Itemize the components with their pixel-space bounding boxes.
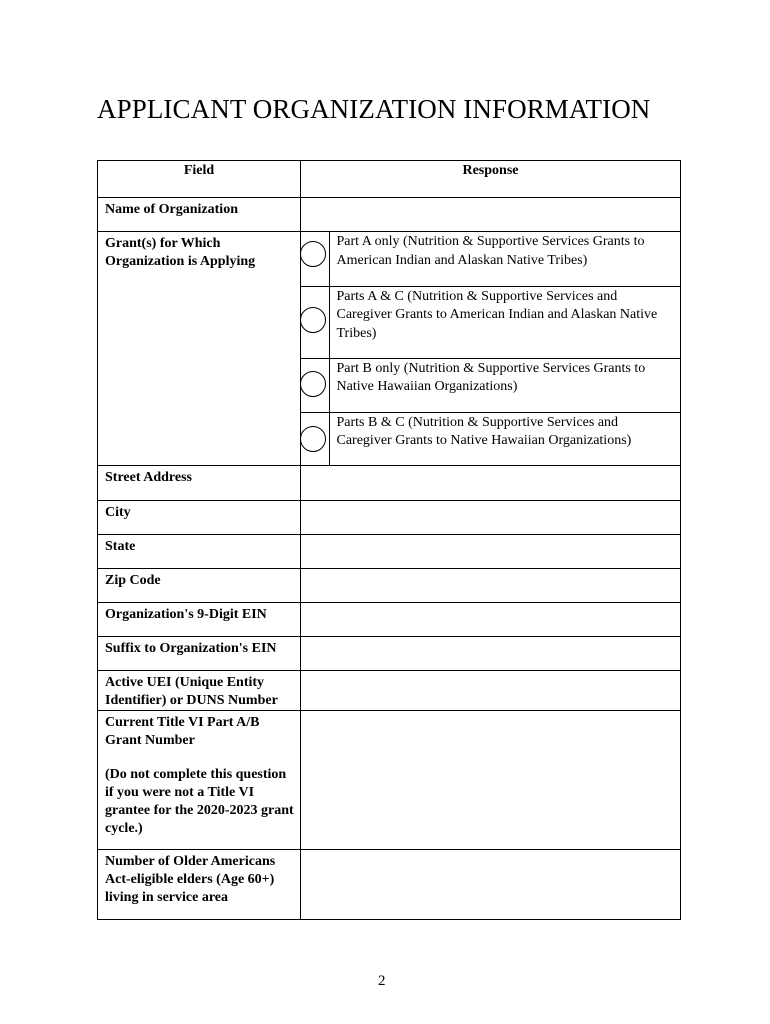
input-street-address[interactable] — [301, 466, 681, 501]
row-uei — [98, 671, 681, 711]
row-grant-number — [98, 711, 681, 850]
input-city[interactable] — [301, 501, 681, 535]
page-number: 2 — [378, 973, 386, 989]
grant-option[interactable] — [301, 412, 680, 465]
grant-option-label: Part A only (Nutrition & Supportive Services Grants to American Indian and Alaskan Native Tribes) — [336, 234, 645, 268]
grant-option-label: Part B only (Nutrition & Supportive Services Grants to Native Hawaiian Organizations) — [329, 358, 680, 412]
page-title: APPLICANT ORGANIZATION INFORMATION — [97, 94, 651, 124]
label-elders: Number of Older Americans Act-eligible elders (Age 60+) living in service area — [98, 850, 301, 920]
label-zip-code: Zip Code — [98, 569, 301, 603]
label-uei: Active UEI (Unique Entity Identifier) or DUNS Number — [98, 671, 301, 711]
input-state[interactable] — [301, 535, 681, 569]
grant-options-cell — [301, 232, 681, 466]
input-organization-name[interactable] — [301, 198, 681, 232]
grant-option[interactable] — [301, 286, 680, 358]
label-ein: Organization's 9-Digit EIN — [98, 603, 301, 637]
row-state — [98, 535, 681, 569]
label-state: State — [98, 535, 301, 569]
table-header-row — [98, 161, 681, 198]
row-ein — [98, 603, 681, 637]
header-field: Field — [98, 161, 301, 198]
header-response: Response — [301, 161, 681, 198]
row-ein-suffix — [98, 637, 681, 671]
row-grants — [98, 232, 681, 466]
input-zip-code[interactable] — [301, 569, 681, 603]
radio-part-b[interactable] — [300, 371, 326, 397]
label-city: City — [98, 501, 301, 535]
label-grant-number — [98, 711, 301, 850]
input-uei[interactable] — [301, 671, 681, 711]
label-grants: Grant(s) for Which Organization is Applying — [98, 232, 301, 466]
grant-option[interactable] — [301, 232, 680, 286]
row-elders — [98, 850, 681, 920]
label-ein-suffix: Suffix to Organization's EIN — [98, 637, 301, 671]
label-organization-name: Name of Organization — [98, 198, 301, 232]
input-elders[interactable] — [301, 850, 681, 920]
applicant-info-table — [97, 160, 681, 920]
row-organization-name — [98, 198, 681, 232]
grant-options — [301, 232, 680, 465]
grant-option[interactable] — [301, 358, 680, 412]
grant-option-label: Parts B & C (Nutrition & Supportive Services and Caregiver Grants to Native Hawaiian Organizations) — [329, 412, 680, 465]
input-grant-number[interactable] — [301, 711, 681, 850]
input-ein[interactable] — [301, 603, 681, 637]
radio-parts-a-c[interactable] — [300, 307, 326, 333]
input-ein-suffix[interactable] — [301, 637, 681, 671]
grant-number-label: Current Title VI Part A/B Grant Number — [105, 715, 260, 748]
row-city — [98, 501, 681, 535]
label-street-address: Street Address — [98, 466, 301, 501]
row-zip-code — [98, 569, 681, 603]
radio-parts-b-c[interactable] — [300, 426, 326, 452]
grant-number-note: (Do not complete this question if you were not a Title VI grantee for the 2020-2023 grant cycle.) — [105, 767, 294, 836]
grant-option-label: Parts A & C (Nutrition & Supportive Services and Caregiver Grants to American Indian and Alaskan Native Tribes) — [329, 286, 680, 358]
radio-part-a[interactable] — [300, 241, 326, 267]
row-street-address — [98, 466, 681, 501]
